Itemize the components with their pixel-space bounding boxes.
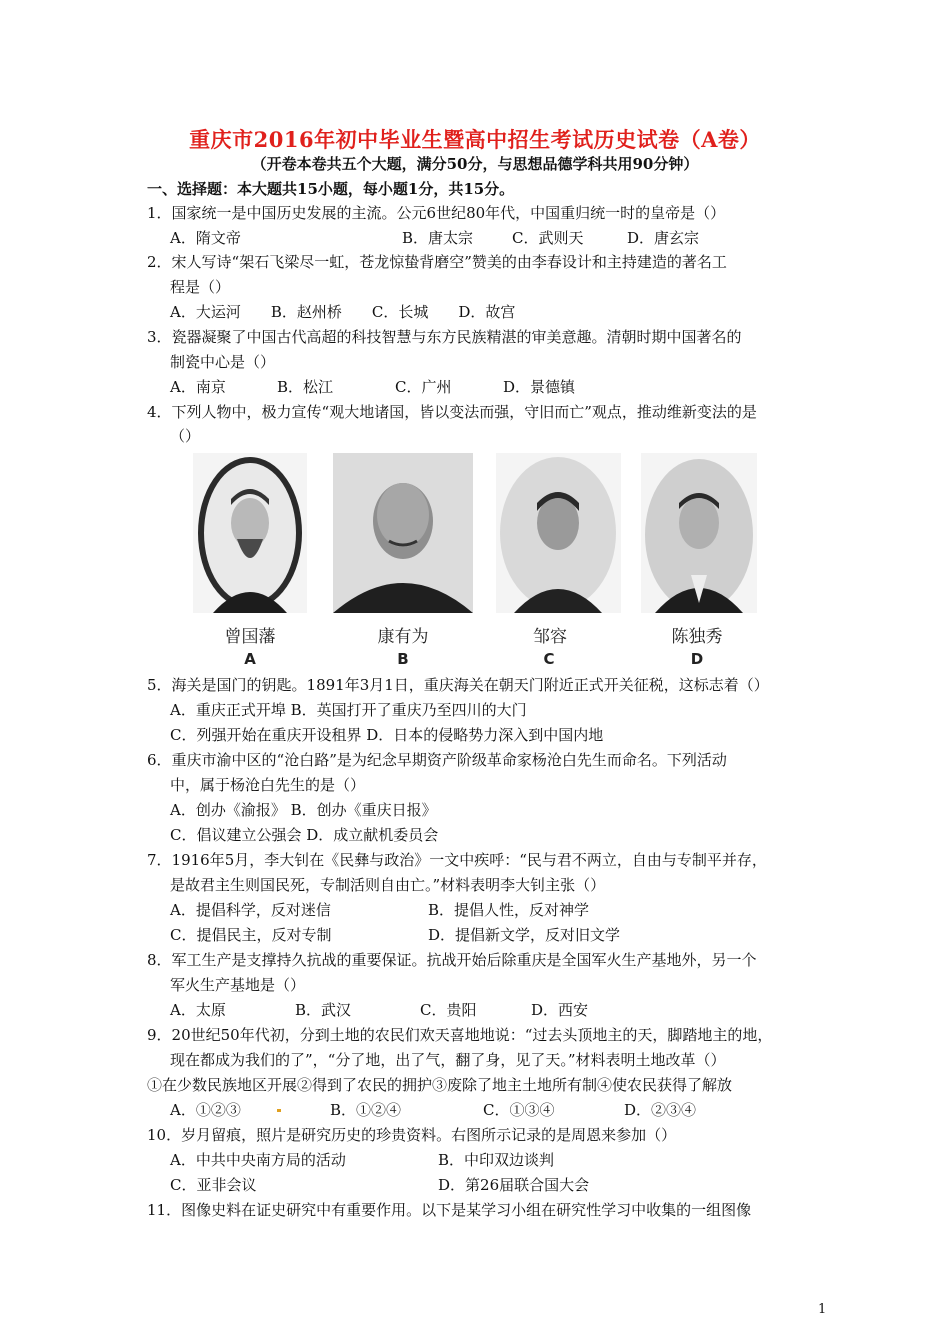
question-10-stem: 10．岁月留痕，照片是研究历史的珍贵资料。右图所示记录的是周恩来参加（） xyxy=(147,1126,677,1144)
question-5-stem: 5．海关是国门的钥匙。1891年3月1日，重庆海关在朝天门附近正式开关征税，这标志着（） xyxy=(147,676,769,694)
q7-option-b: B．提倡人性，反对神学 xyxy=(428,901,590,919)
q3-option-d: D．景德镇 xyxy=(503,378,576,396)
q9-option-a: A．①②③ xyxy=(170,1101,241,1119)
portrait-b-letter: B xyxy=(397,650,409,668)
question-6-stem: 6．重庆市渝中区的“沧白路”是为纪念早期资产阶级革命家杨沧白先生而命名。下列活动 xyxy=(147,751,727,769)
portrait-c-letter: C xyxy=(543,650,555,668)
q9-option-d: D．②③④ xyxy=(624,1101,697,1119)
question-4-stem: 4．下列人物中，极力宣传“观大地诸国，皆以变法而强，守旧而亡”观点，推动维新变法的是 xyxy=(147,403,757,421)
portrait-photo-a xyxy=(193,453,307,613)
question-7-stem-cont: 是故君主生则国民死，专制活则自由亡。”材料表明李大钊主张（） xyxy=(170,876,606,894)
q1-option-a: A．隋文帝 xyxy=(170,229,241,247)
q10-option-c: C．亚非会议 xyxy=(170,1176,257,1194)
question-3-stem: 3．瓷器凝聚了中国古代高超的科技智慧与东方民族精湛的审美意趣。清朝时期中国著名的 xyxy=(147,328,742,346)
q7-option-d: D．提倡新文学，反对旧文学 xyxy=(428,926,621,944)
q1-option-b: B．唐太宗 xyxy=(402,229,474,247)
q3-option-b: B．松江 xyxy=(277,378,334,396)
q8-option-c: C．贵阳 xyxy=(420,1001,477,1019)
q9-option-c: C．①③④ xyxy=(483,1101,555,1119)
q6-options-cd: C．倡议建立公强会 D．成立献机委员会 xyxy=(170,826,439,844)
q3-option-c: C．广州 xyxy=(395,378,452,396)
question-9-stem-cont: 现在都成为我们的了”，“分了地，出了气，翻了身，见了天。”材料表明土地改革（） xyxy=(170,1051,726,1069)
question-11-stem: 11．图像史料在证史研究中有重要作用。以下是某学习小组在研究性学习中收集的一组图像 xyxy=(147,1201,752,1219)
question-7-stem: 7．1916年5月，李大钊在《民彝与政治》一文中疾呼：“民与君不两立，自由与专制平并存， xyxy=(147,851,767,869)
q5-options-ab: A．重庆正式开埠 B．英国打开了重庆乃至四川的大门 xyxy=(170,701,527,719)
q1-option-c: C．武则天 xyxy=(512,229,584,247)
q7-option-c: C．提倡民主，反对专制 xyxy=(170,926,332,944)
portrait-d-letter: D xyxy=(690,650,704,668)
portrait-b-name: 康有为 xyxy=(377,627,429,647)
q1-option-d: D．唐玄宗 xyxy=(627,229,700,247)
portrait-c-name: 邹容 xyxy=(533,627,567,647)
q3-option-a: A．南京 xyxy=(170,378,226,396)
question-6-stem-cont: 中，属于杨沧白先生的是（） xyxy=(170,776,366,794)
portrait-b-image xyxy=(333,453,473,613)
q8-option-b: B．武汉 xyxy=(295,1001,352,1019)
q7-option-a: A．提倡科学，反对迷信 xyxy=(170,901,331,919)
question-9-stem: 9．20世纪50年代初，分到土地的农民们欢天喜地地说：“过去头顶地主的天，脚踏地主的地， xyxy=(147,1026,773,1044)
q10-option-a: A．中共中央南方局的活动 xyxy=(170,1151,346,1169)
q2-options: A．大运河 B．赵州桥 C．长城 D．故宫 xyxy=(170,303,516,321)
q9-option-b: B．①②④ xyxy=(330,1101,402,1119)
q10-option-d: D．第26届联合国大会 xyxy=(438,1176,590,1194)
question-2-stem-cont: 程是（） xyxy=(170,278,231,296)
question-2-stem: 2．宋人写诗“架石飞梁尽一虹，苍龙惊蛰背磨空”赞美的由李春设计和主持建造的著名工 xyxy=(147,253,727,271)
page-number: 1 xyxy=(818,1302,827,1317)
portrait-a-name: 曾国藩 xyxy=(224,627,276,647)
portrait-a-image xyxy=(193,453,307,613)
portrait-photo-c xyxy=(496,453,621,613)
stray-mark xyxy=(277,1109,281,1112)
portrait-d-name: 陈独秀 xyxy=(671,627,723,647)
q10-option-b: B．中印双边谈判 xyxy=(438,1151,555,1169)
portrait-a-letter: A xyxy=(244,650,256,668)
portrait-photo-d xyxy=(641,453,757,613)
question-9-statements: ①在少数民族地区开展②得到了农民的拥护③废除了地主土地所有制④使农民获得了解放 xyxy=(147,1076,733,1094)
section-heading: 一、选择题：本大题共15小题，每小题1分，共15分。 xyxy=(147,180,515,198)
q5-options-cd: C．列强开始在重庆开设租界 D．日本的侵略势力深入到中国内地 xyxy=(170,726,604,744)
question-8-stem-cont: 军火生产基地是（） xyxy=(170,976,306,994)
portrait-c-image xyxy=(496,453,621,613)
question-8-stem: 8．军工生产是支撑持久抗战的重要保证。抗战开始后除重庆是全国军火生产基地外，另一个 xyxy=(147,951,757,969)
portrait-d-image xyxy=(641,453,757,613)
question-3-stem-cont: 制瓷中心是（） xyxy=(170,353,276,371)
q8-option-d: D．西安 xyxy=(531,1001,589,1019)
question-1-stem: 1．国家统一是中国历史发展的主流。公元6世纪80年代，中国重归统一时的皇帝是（） xyxy=(147,204,726,222)
question-4-stem-cont: （） xyxy=(170,427,201,445)
q8-option-a: A．太原 xyxy=(170,1001,226,1019)
exam-subtitle: （开卷本卷共五个大题，满分50分，与思想品德学科共用90分钟） xyxy=(251,155,699,173)
q6-options-ab: A．创办《渝报》 B．创办《重庆日报》 xyxy=(170,801,437,819)
exam-title: 重庆市2016年初中毕业生暨高中招生考试历史试卷（A卷） xyxy=(189,127,761,152)
portrait-photo-b xyxy=(333,453,473,613)
